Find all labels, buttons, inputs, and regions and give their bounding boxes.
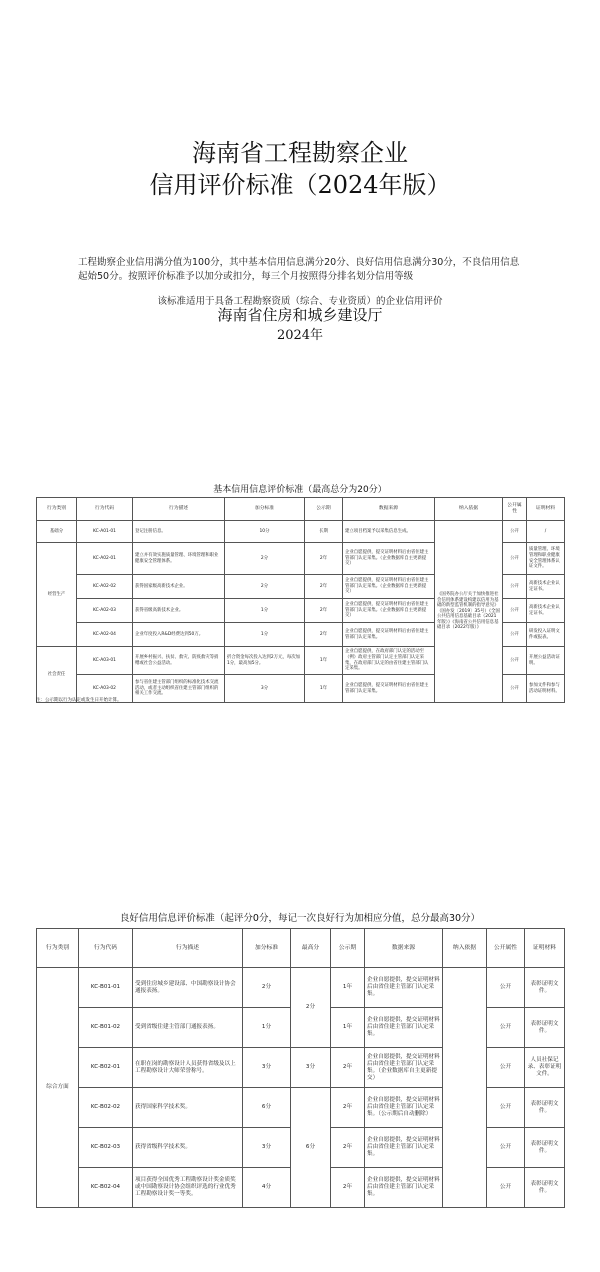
header-cell: 公开属性 [487, 929, 525, 968]
cell-score: 1分 [225, 623, 305, 647]
cell-code: KC-A02-04 [77, 623, 133, 647]
cell-desc: 在职在岗的勘察设计人员获得省级及以上工程勘察设计大师荣誉称号。 [133, 1048, 243, 1088]
table-row [37, 521, 565, 543]
cell-period: 2年 [331, 1168, 365, 1208]
header-cell: 纳入依据 [443, 929, 487, 968]
doc-org: 海南省住房和城乡建设厅 [217, 306, 383, 324]
header-cell: 证明材料 [527, 498, 565, 521]
cell-source: 企业自愿提供，在政府部门认定的活动至（例）政府主管部门认定主管部门认定采集，在政府部门认定的由省住建主管部门认定采集。 [343, 647, 435, 675]
header-cell: 公示期 [331, 929, 365, 968]
cell-category: 综合方面 [37, 968, 79, 1208]
cell-open: 公开 [503, 543, 527, 575]
cell-desc: 获得国家级高新技术企业。 [133, 575, 225, 599]
cell-open: 公开 [487, 1048, 525, 1088]
doc-year: 2024年 [276, 328, 324, 343]
basic-table-note: 注：公示期以行为认定或发生日开始计算。 [36, 698, 122, 703]
cell-score: 6分 [243, 1088, 291, 1128]
cell-max: 3分 [291, 1048, 331, 1088]
cell-desc: 获得省级高新技术企业。 [133, 599, 225, 623]
cell-code: KC-A02-03 [77, 599, 133, 623]
doc-title-line1: 海南省工程勘察企业 [192, 139, 408, 167]
cell-score: 折合资金每次投入达到2万元，每次加1分，最高加5分。 [225, 647, 305, 675]
cell-period: 2年 [331, 1128, 365, 1168]
cell-source: 企业自愿提供，提交证明材料后由省住建主管部门认定采集。 [365, 1008, 443, 1048]
header-cell: 证明材料 [525, 929, 565, 968]
cell-score: 1分 [225, 599, 305, 623]
cell-open: 公开 [487, 1088, 525, 1128]
header-cell: 行为类别 [37, 929, 79, 968]
cell-score: 2分 [225, 575, 305, 599]
cell-period: 2年 [305, 575, 343, 599]
cell-desc: 受到住房城乡建设部、中国勘察设计协会通报表扬。 [133, 968, 243, 1008]
cell-code: KC-B02-03 [79, 1128, 133, 1168]
header-cell: 公开属性 [503, 498, 527, 521]
cell-open: 公开 [487, 1128, 525, 1168]
cell-score: 4分 [243, 1168, 291, 1208]
header-cell: 行为类别 [37, 498, 77, 521]
cell-score: 3分 [243, 1128, 291, 1168]
basic-table-caption: 基本信用信息评价标准（最高总分为20分） [213, 485, 387, 495]
cell-open: 公开 [503, 675, 527, 703]
cell-score: 3分 [225, 675, 305, 703]
cell-code: KC-A02-01 [77, 543, 133, 575]
cell-source: 企业自愿提供，提交证明材料后由省住建主管部门认定采集。（企业数据库自主更新提交） [343, 543, 435, 575]
cell-code: KC-B01-01 [79, 968, 133, 1008]
good-credit-table [36, 928, 565, 1208]
cell-period: 2年 [305, 623, 343, 647]
header-cell: 数据来源 [365, 929, 443, 968]
cell-open: 公开 [503, 647, 527, 675]
cell-proof: 表彰证明文件。 [525, 1128, 565, 1168]
cell-proof: 表彰证明文件。 [525, 1168, 565, 1208]
cell-source: 企业自愿提供，提交证明材料后由省住建主管部门认定采集。 [365, 1128, 443, 1168]
cell-open: 公开 [503, 521, 527, 543]
cell-period: 2年 [331, 1088, 365, 1128]
cell-open: 公开 [503, 599, 527, 623]
header-cell: 加分标准 [243, 929, 291, 968]
cell-open: 公开 [487, 1168, 525, 1208]
cell-proof: 开展公益活动证明。 [527, 647, 565, 675]
cell-desc: 企业年度投入R&D经费达到50万。 [133, 623, 225, 647]
cell-max: 6分 [291, 1088, 331, 1208]
cell-period: 2年 [305, 543, 343, 575]
cell-period: 2年 [331, 1048, 365, 1088]
doc-scope: 该标准适用于具备工程勘察资质（综合、专业资质）的企业信用评价 [157, 296, 443, 307]
header-cell: 最高分 [291, 929, 331, 968]
cell-open: 公开 [487, 1008, 525, 1048]
good-table-caption: 良好信用信息评价标准（起评分0分，每记一次良好行为加相应分值，总分最高30分） [119, 913, 481, 924]
cell-code: KC-A03-02 [77, 675, 133, 703]
cell-period: 1年 [331, 1008, 365, 1048]
cell-source: 企业自愿提供，提交证明材料后由省住建主管部门认定采集。 [365, 968, 443, 1008]
cell-category: 社会责任 [37, 647, 77, 703]
cell-period: 长期 [305, 521, 343, 543]
cell-source: 企业自愿提供，提交证明材料后由省住建主管部门认定采集。 [343, 675, 435, 703]
cell-code: KC-A01-01 [77, 521, 133, 543]
cell-proof: 研发投入证明文件或报表。 [527, 623, 565, 647]
cell-proof: 表彰证明文件。 [525, 968, 565, 1008]
table-row [37, 968, 565, 1008]
cell-period: 1年 [305, 647, 343, 675]
cell-proof: 表彰证明文件。 [525, 1088, 565, 1128]
cell-source: 建立项目档案予以采集信息生成。 [343, 521, 435, 543]
cell-code: KC-A03-01 [77, 647, 133, 675]
doc-intro: 工程勘察企业信用满分值为100分，其中基本信用信息满分20分、良好信用信息满分30分，不良信用信息起始50分。按照评价标准予以加分或扣分，每三个月按照得分排名划分信用等级 [78, 257, 520, 282]
cell-score: 2分 [243, 968, 291, 1008]
cell-code: KC-B02-01 [79, 1048, 133, 1088]
header-cell: 行为代码 [77, 498, 133, 521]
cell-desc: 开展乡村振兴、扶贫、救灾、防疫救灾等捐赠或社会公益活动。 [133, 647, 225, 675]
cell-basis: 《国务院办公厅关于加快推进社会信用体系建设构建以信用为基础的新型监管机制的指导意见》（国办发〔2019〕35号）《全国公共信用信息基础目录（2021年版）》《海南省公共信用信息基础目录（2022年版）》 [435, 521, 503, 703]
header-cell: 纳入依据 [435, 498, 503, 521]
cell-desc: 建立并有效实施质量管理、环境管理和职业健康安全管理体系。 [133, 543, 225, 575]
cell-desc: 参与省住建主管部门组织的标准化技术交流活动，或者主动组织省住建主管部门组织的相关工作交流。 [133, 675, 225, 703]
cell-code: KC-A02-02 [77, 575, 133, 599]
cell-source: 企业自愿提供，提交证明材料后由省住建主管部门认定采集。（公示期后自动删除） [365, 1088, 443, 1128]
cell-source: 企业自愿提供，提交证明材料后由省住建主管部门认定采集。（企业数据库自主更新提交） [343, 599, 435, 623]
cell-open: 公开 [487, 968, 525, 1008]
cell-desc: 登记注册信息。 [133, 521, 225, 543]
cell-proof: 高新技术企业认定证书。 [527, 575, 565, 599]
doc-title-line2: 信用评价标准（2024年版） [149, 171, 451, 199]
cell-score: 1分 [243, 1008, 291, 1048]
cell-proof: 高新技术企业认定证书。 [527, 599, 565, 623]
cell-proof: 表彰证明文件。 [525, 1008, 565, 1048]
header-cell: 数据来源 [343, 498, 435, 521]
cell-open: 公开 [503, 623, 527, 647]
cell-code: KC-B02-02 [79, 1088, 133, 1128]
header-cell: 加分标准 [225, 498, 305, 521]
header-cell: 行为描述 [133, 929, 243, 968]
cell-code: KC-B01-02 [79, 1008, 133, 1048]
cell-score: 2分 [225, 543, 305, 575]
header-cell: 行为描述 [133, 498, 225, 521]
cell-period: 2年 [305, 599, 343, 623]
cell-desc: 获得国家科学技术奖。 [133, 1088, 243, 1128]
cell-source: 企业自愿提供，提交证明材料后由省住建主管部门认定采集。（企业数据库自主更新提交） [343, 575, 435, 599]
cell-source: 企业自愿提供，提交证明材料后由省住建主管部门认定采集。 [365, 1168, 443, 1208]
cell-period: 1年 [331, 968, 365, 1008]
cell-desc: 受到省级住建主管部门通报表扬。 [133, 1008, 243, 1048]
cell-source: 企业自愿提供，提交证明材料后由省住建主管部门认定采集。（企业数据库自主更新提交） [365, 1048, 443, 1088]
header-cell: 行为代码 [79, 929, 133, 968]
cell-score: 10分 [225, 521, 305, 543]
cell-score: 3分 [243, 1048, 291, 1088]
cell-category: 基础分 [37, 521, 77, 543]
cell-desc: 项目获得全国优秀工程勘察设计奖金质奖或中国勘察设计协会组织评选的行业优秀工程勘察设计奖一等奖。 [133, 1168, 243, 1208]
cell-category: 经营生产 [37, 543, 77, 647]
cell-proof: 质量管理、环境管理和职业健康安全管理体系认证文件。 [527, 543, 565, 575]
basic-credit-table [36, 497, 565, 703]
cell-proof: 人员社保记录、表彰证明文件。 [525, 1048, 565, 1088]
cell-period: 1年 [305, 675, 343, 703]
cell-code: KC-B02-04 [79, 1168, 133, 1208]
cell-basis [443, 968, 487, 1208]
cell-desc: 获得省级科学技术奖。 [133, 1128, 243, 1168]
cell-proof: / [527, 521, 565, 543]
table-header-row [37, 498, 565, 521]
table-header-row [37, 929, 565, 968]
header-cell: 公示期 [305, 498, 343, 521]
cell-source: 企业自愿提供，提交证明材料后由省住建主管部门认定采集。 [343, 623, 435, 647]
cell-proof: 参加文件和参与活动证明材料。 [527, 675, 565, 703]
cell-max: 2分 [291, 968, 331, 1048]
cell-open: 公开 [503, 575, 527, 599]
